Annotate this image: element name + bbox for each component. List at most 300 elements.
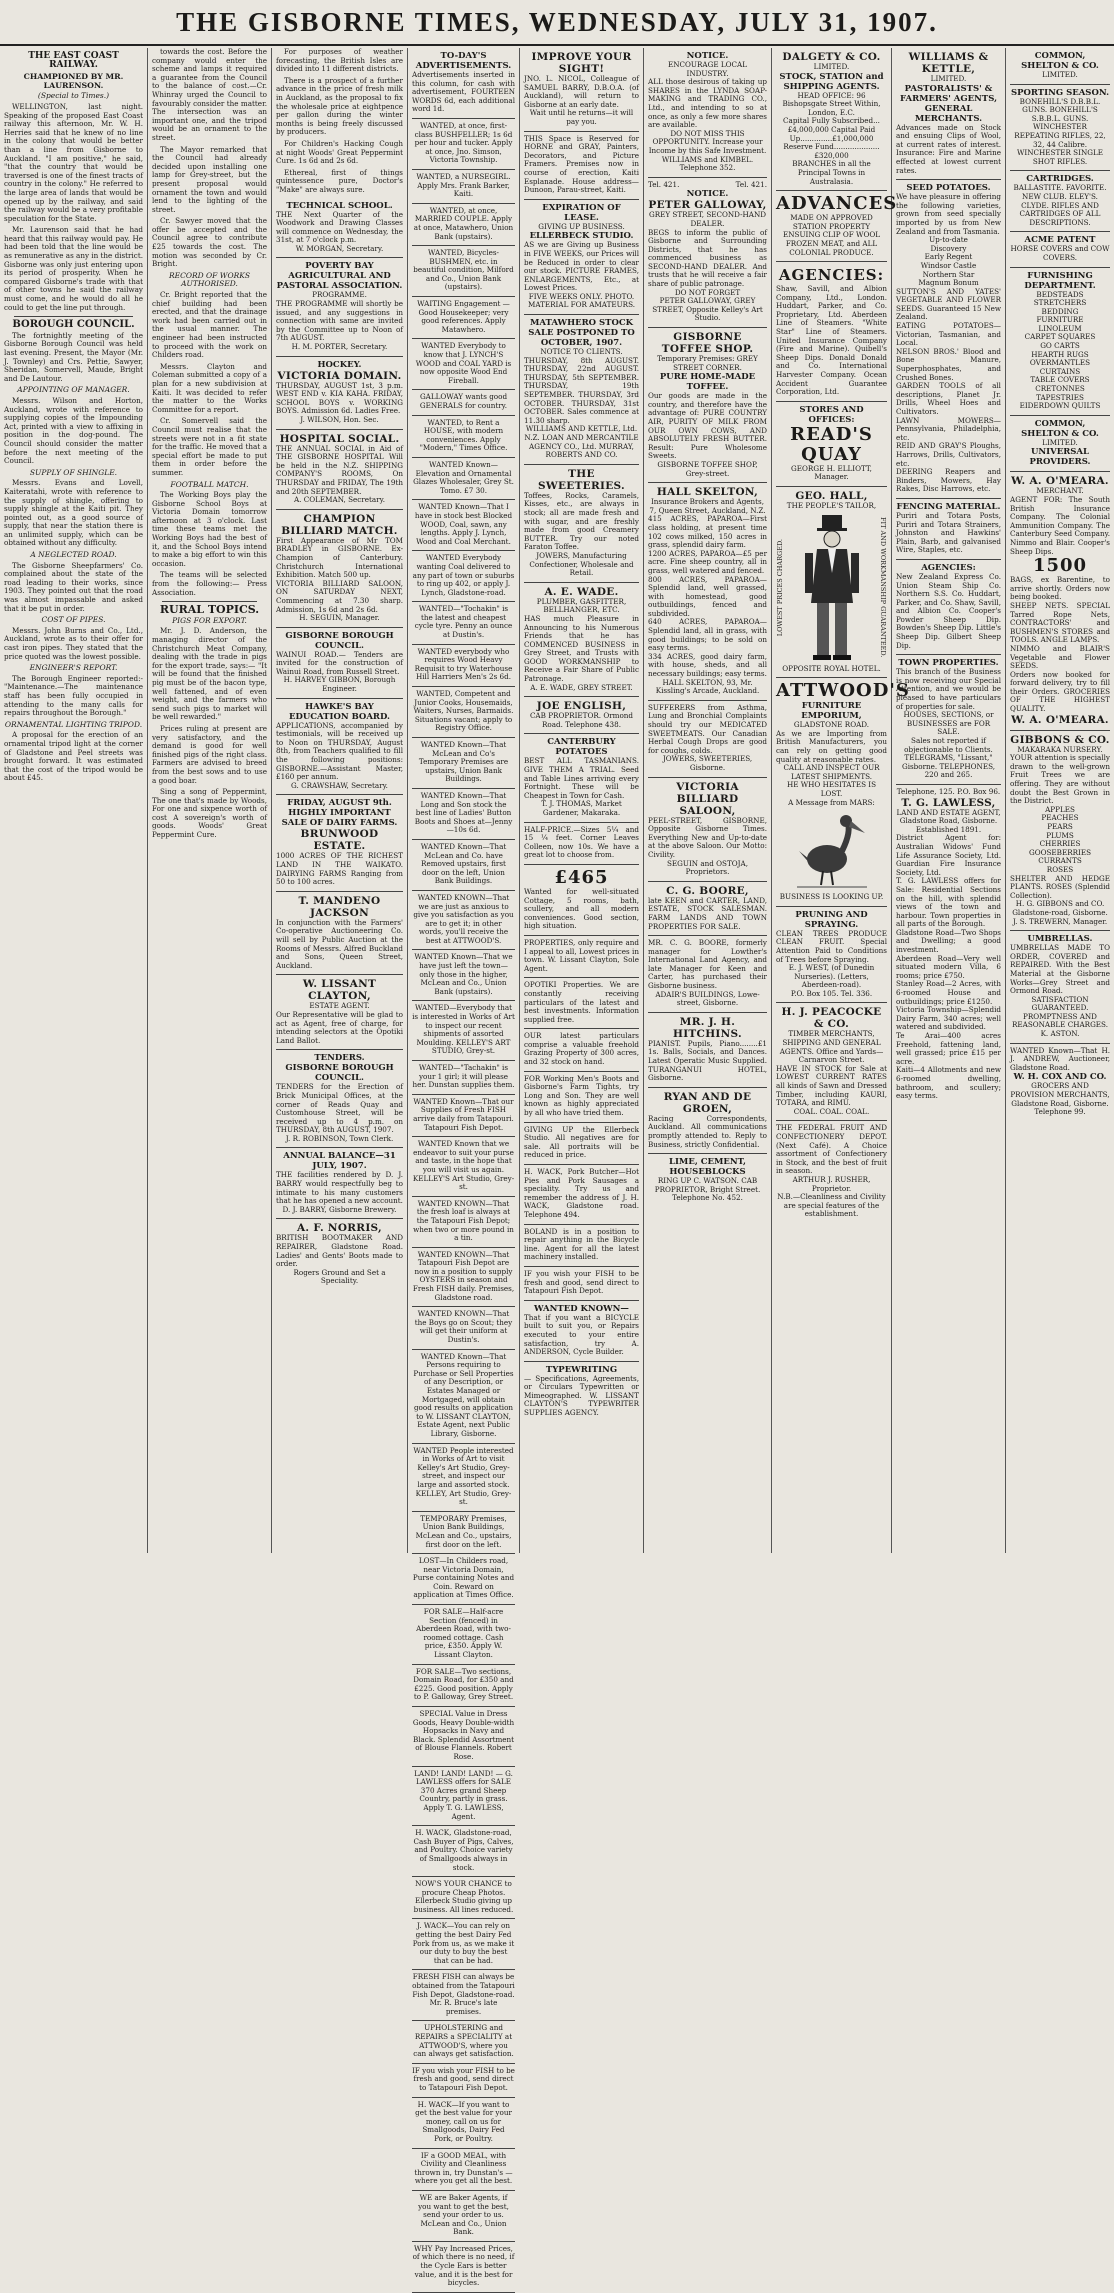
ad-subheading: LIMITED.	[1042, 70, 1078, 79]
ad-body: SHELTER AND HEDGE PLANTS. ROSES (Splendid Collection).	[1010, 873, 1110, 900]
ad-body: EATING POTATOES—Victorian, Tasmanian, and Local.	[896, 321, 1001, 348]
ad-annual-balance	[276, 1148, 403, 1219]
classified-ad: WHY Pay Increased Prices, of which there is no need, if the Cycle Ears is better value, and it is the best for bicycles.	[412, 2242, 515, 2293]
ad-heading: FENCING MATERIAL.	[896, 501, 1001, 512]
ad-body: MR. C. G. BOORE, formerly manager for Lowther's International Land Agency, and late Manager for Keen and Carter, has purchased their Gisborne business.	[648, 938, 767, 991]
article-paragraph: Mr. Laurenson said that he had heard that this railway would pay. He had been told that the line would be as remunerative as any in the district. Gisborne was only just entering upon its period of prosperity. When he compared Gisborne's trade with that of other towns he said the railway must come, and he would do all he could to get the line put through.	[4, 225, 143, 312]
ad-body: BUSINESS IS LOOKING UP.	[779, 892, 884, 902]
ad-bicycle	[524, 1301, 639, 1362]
ad-signature: ARTHUR J. RUSHER, Proprietor.	[792, 1174, 871, 1193]
ad-town-properties	[896, 655, 1001, 785]
ad-joe-english	[524, 697, 639, 734]
ad-subheading: THE PEOPLE'S TAILOR,	[786, 501, 877, 510]
ad-half-price	[524, 823, 639, 865]
ad-subheading: LAND AND ESTATE AGENT, Gladstone Road, Gisborne. Established 1891.	[896, 807, 1001, 834]
ad-signature: J. WILSON, Hon. Sec.	[300, 415, 379, 424]
ad-heading: ADVANCES	[776, 193, 898, 215]
ad-signature: WILLIAMS and KIMBEL. Telephone 352.	[661, 154, 754, 173]
ad-heading: W. A. O'MEARA.	[1011, 475, 1109, 488]
list-item: CURTAINS	[1039, 366, 1081, 376]
ad-body: Capital Fully Subscribed...£4,000,000 Capital Paid Up..............£1,000,000 Reserve Fund....................£320,000	[783, 116, 880, 160]
ad-heading: COMMON, SHELTON & CO.	[1021, 51, 1099, 71]
ad-seed-potatoes	[896, 180, 1001, 499]
news-item: For Children's Hacking Cough at night Woods' Great Peppermint Cure. 1s 6d and 2s 6d.	[276, 138, 403, 166]
ad-agencies	[776, 262, 887, 402]
ad-signature: JOWERS, SWEETERIES, Gisborne.	[662, 754, 753, 772]
list-item: Up-to-date	[929, 235, 968, 245]
ad-fish	[524, 1267, 639, 1301]
classifieds-list	[412, 119, 515, 2293]
ad-signature: PETER GALLOWAY, GREY STREET, Opposite Kelley's Art Studio.	[652, 296, 763, 323]
ad-hitchins	[648, 1013, 767, 1088]
ad-heading: GIBBONS & CO.	[1010, 733, 1110, 746]
ad-signature: E. J. WEST, (of Dunedin Nurseries). (Letters, Aberdeen-road).	[788, 963, 875, 990]
ad-common-shelton	[1010, 48, 1110, 85]
ad-signature: W. MORGAN, Secretary.	[295, 243, 384, 253]
ad-heading: ANNUAL BALANCE—31 JULY, 1907.	[283, 1151, 396, 1172]
ad-acme-patent	[1010, 232, 1110, 267]
ad-heading: ELLERBECK STUDIO.	[529, 231, 634, 242]
list-item: Magnum Bonum	[918, 278, 979, 288]
ad-heading: STOCK, STATION and SHIPPING AGENTS.	[779, 71, 884, 92]
classified-ad: WANTED, a NURSEGIRL. Apply Mrs. Frank Barker, Kaiti.	[412, 170, 515, 204]
ad-mandeno-jackson	[276, 892, 403, 976]
classified-ad: WANTED, Competent and Junior Cooks, Housemaids, Waiters, Nurses, Barmaids. Situations vacant; apply to Registry Office.	[412, 687, 515, 738]
ad-heading: COMMON, SHELTON & CO.	[1021, 418, 1099, 439]
ad-heading: SEED POTATOES.	[906, 183, 991, 194]
ad-subheading: ESTATE AGENT.	[309, 1001, 370, 1011]
pelican-bird-icon	[797, 811, 867, 889]
classified-ad: WANTED KNOWN—That the fresh loaf is always at the Tatapouri Fish Depot; when two or more pound in a tin.	[412, 1197, 515, 1248]
ad-subheading: LIMITED.	[1042, 437, 1078, 447]
ad-heading: GISBORNE BOROUGH COUNCIL.	[285, 630, 394, 651]
ad-body: SUTTON'S AND YATES' VEGETABLE AND FLOWER SEEDS. Guaranteed 15 New Zealand.	[896, 286, 1001, 322]
ad-body: FOR Working Men's Boots and Gisborne's Farm Tights, try Long and Son. They are well known as highly appreciated by all who have tried them.	[524, 1073, 639, 1118]
ad-body: CALL AND INSPECT OUR LATEST SHIPMENTS.	[783, 763, 880, 781]
article-paragraph: The fortnightly meeting of the Gisborne Borough Council was held last evening. Present, the Mayor (Mr. J. Townley) and Crs. Pettie, Sawyer, Sheridan, Somervell, Maude, Bright and De Lautour.	[4, 330, 143, 383]
classified-ad: WANTED KNOWN—That the Boys go on Scout; they will get their uniform at Dustin's.	[412, 1307, 515, 1349]
headline-rural-topics: RURAL TOPICS.	[159, 603, 260, 617]
ad-heading: WANTED KNOWN—	[534, 1303, 629, 1314]
subhead: PIGS FOR EXPORT.	[172, 615, 247, 625]
ad-signature: J. R. ROBINSON, Town Clerk.	[285, 1133, 394, 1143]
ad-furnishing	[1010, 268, 1110, 416]
classified-ad: J. WACK—You can rely on getting the best Dairy Fed Pork from us, as we make it our duty to buy the best that can be had.	[412, 1919, 515, 1970]
list-item: Windsor Castle	[920, 260, 977, 270]
classified-ad: FOR SALE—Half-acre Section (fenced) in Aberdeen Road, with two-roomed cottage. Cash price, £350. Apply W. Lissant Clayton.	[412, 1605, 515, 1665]
classified-ad: IF you wish your FISH to be fresh and good, send direct to Tatapouri Fish Depot.	[412, 2064, 515, 2098]
ad-body: This branch of the Business is now receiving our Special Attention, and we would be pleased to have particulars of properties for sale.	[896, 667, 1001, 711]
ad-heading: TENDERS.	[314, 1053, 365, 1064]
ad-signature: WILLIAMS AND KETTLE, Ltd. N.Z. LOAN AND MERCANTILE AGENCY CO., Ltd. MURRAY, ROBERTS AND CO.	[524, 424, 639, 460]
ad-quantity: 1500	[1032, 555, 1088, 577]
classified-ad: WE are Baker Agents, if you want to get the best, send your order to us. McLean and Co., Union Bank.	[412, 2191, 515, 2242]
ad-body: BEGS to inform the public of Gisborne and Surrounding Districts, that he has commenced business as SECOND-HAND DEALER. And trusts that he will receive a fair share of public patronage.	[648, 227, 767, 289]
article-paragraph: Sing a song of Peppermint, The one that's made by Woods, For one and sixpence worth of cost A sovereign's worth of goods. Woods' Great Peppermint Cure.	[152, 787, 267, 840]
ad-body: SATISFACTION GUARANTEED. PROMPTNESS AND REASONABLE CHARGES.	[1011, 994, 1109, 1030]
ad-heading: SPORTING SEASON.	[1010, 87, 1110, 98]
ad-heading: HALL SKELTON,	[656, 486, 759, 499]
news-item: There is a prospect of a further advance in the price of fresh milk in Auckland, as the proposal to fix the wholesale price at eightpence per gallon during the winter months is being freely discussed by producers.	[276, 75, 403, 137]
property-listing: 640 ACRES, PAPAROA—Splendid land, all in grass, with good buildings; to be sold on easy terms.	[648, 617, 767, 653]
telephone-number: Telephone, 125. P.O. Box 96.	[896, 786, 1001, 796]
column-5	[520, 48, 644, 1553]
ad-body: GIVING UP the Ellerbeck Studio. All negatives are for sale. All portraits will be reduced in price.	[524, 1124, 639, 1160]
classified-ad: WANTED Known—That Persons requiring to Purchase or Sell Properties of any Description, or Estates Managed or Mortgaged, will obtain good results on application to W. LISSANT CLAYTON, Estate Agent, next Public Library, Gisborne.	[412, 1350, 515, 1444]
headline-borough-council: BOROUGH COUNCIL.	[12, 319, 135, 331]
ad-gibbons-nursery	[1010, 731, 1110, 931]
list-item: GOOSEBERRIES	[1028, 847, 1092, 857]
list-item: STRETCHERS	[1033, 298, 1087, 308]
classified-ad: WANTED Known—That McLean and Co's Temporary Premises are upstairs, Union Bank Buildings.	[412, 738, 515, 789]
article-paragraph: The Mayor remarked that the Council had already decided upon installing one lamp for Grey-street, but the present proposal would ornament the town and would lend to the lighting of the street.	[152, 144, 267, 214]
ad-body: HALF-PRICE.—Sizes 5¼ and 15 ¼ feet. Corner Leaves Colleen, now 10s. We have a great lot to choose from.	[524, 824, 639, 860]
property-listing: Te Arai—400 acres Freehold, fattening land, well grassed; price £15 per acre.	[896, 1031, 1001, 1066]
ad-body: HEAD OFFICE: 96 Bishopsgate Street Within, London, E.C.	[782, 90, 881, 117]
article-paragraph: Cr. Somervell said the Council must realise that the streets were not in a fit state for the traffic. He moved that a special effort be made to put them in order before the summer.	[152, 416, 267, 477]
article-paragraph: Cr. Bright reported that the chief building had been erected, and that the drainage work had been carried out in the usual manner. The engineer had been instructed to proceed with the work on Childers road.	[152, 290, 267, 360]
subhead: RECORD OF WORKS AUTHORISED.	[168, 270, 251, 289]
column-6	[644, 48, 772, 1553]
ad-hospital-social	[276, 430, 403, 510]
property-list	[896, 929, 1001, 1101]
ad-heading: TYPEWRITING	[545, 1364, 618, 1375]
subhead: FOOTBALL MATCH.	[170, 479, 249, 489]
divider	[14, 316, 133, 317]
list-item: Early Regent	[924, 252, 973, 262]
classified-ad: WANTED—"Tochakin" is the latest and cheapest cycle tyre. Penny an ounce at Dustin's.	[412, 602, 515, 644]
classified-ad: WANTED Everybody to know that J. LYNCH'S WOOD and COAL YARD is now opposite Wood End Fireball.	[412, 339, 515, 390]
ad-boots	[524, 1072, 639, 1123]
ad-signature: A. E. WADE, GREY STREET.	[530, 682, 633, 692]
ad-body: WAINUI ROAD.— Tenders are invited for the construction of Wainui Road, from Russell Street.	[276, 649, 403, 676]
list-item: HEARTH RUGS	[1031, 349, 1089, 359]
ad-subheading: TIMBER MERCHANTS, SHIPPING AND GENERAL AGENTS. Office and Yards—Carnarvon Street.	[779, 1029, 884, 1065]
ad-body: BRANCHES in all the Principal Towns in Australasia.	[792, 159, 871, 186]
masthead	[0, 0, 1114, 46]
ad-norris-bootmaker	[276, 1219, 403, 1290]
ad-asthma	[648, 701, 767, 778]
ad-hockey	[276, 357, 403, 430]
ad-attwoods	[776, 678, 910, 907]
ad-body: 1000 ACRES OF THE RICHEST LAND IN THE WAIKATO. DAIRYING FARMS Ranging from 50 to 100 acres.	[276, 851, 403, 887]
ad-peter-galloway	[648, 178, 767, 328]
ad-williams-kettle	[896, 48, 1001, 180]
ad-grazing	[524, 1029, 639, 1071]
ad-body: UMBRELLAS MADE TO ORDER, COVERED and REPAIRED. With the Best Material at the Gisborne Works—Grey Street and Ormond Road.	[1010, 943, 1110, 996]
list-item: LINOLEUM	[1038, 323, 1082, 333]
ad-heading: HAWKE'S BAY EDUCATION BOARD.	[288, 701, 391, 722]
ad-signature: K. ASTON.	[1040, 1029, 1080, 1039]
ad-subheading: NOTICE TO CLIENTS.	[540, 347, 623, 357]
ad-heading: JOE ENGLISH,	[536, 700, 627, 713]
ad-body: THURSDAY, AUGUST 1st, 3 p.m. WEST END v. KIA KAHA. FRIDAY, SCHOOL BOYS v. WORKING BOYS. Admission 6d. Ladies Free.	[276, 380, 403, 416]
classified-ad: H. WACK—If you want to get the best value for your money, call on us for Smallgoods, Dairy Fed Pork, or Poultry.	[412, 2098, 515, 2149]
classifieds-header	[412, 48, 515, 119]
ad-body: New Zealand Express Co. Union Steam Ship Co. Northern S.S. Co. Huddart, Parker, and Co. Shaw, Savill, and Albion Co. Cooper's Powder Sheep Dip. Bowden's Sheep Dip. Little's Sheep Dip. Gilbert Sheep Dip.	[896, 571, 1001, 650]
article-paragraph: towards the cost. Before the company would enter the scheme and lamps it required a guarantee from the Council to the balance of cost.—Cr. Whinray urged the Council to favourably consider the matter. The intersection was an important one, and the tripod would be an ornament to the street.	[152, 47, 267, 142]
nursery-list	[1010, 806, 1110, 875]
ad-heading: AGENCIES:	[921, 562, 976, 573]
subhead: ENGINEER'S REPORT.	[29, 663, 118, 673]
ad-heading: UMBRELLAS.	[1027, 934, 1093, 945]
classified-ad: LAND! LAND! LAND! — G. LAWLESS offers for SALE 370 Acres grand Sheep Country, partly in grass. Apply T. G. LAWLESS, Agent.	[412, 1767, 515, 1827]
classified-ad: WANTED, Bicycles-BUSHMEN, etc. in beautiful condition, Milford and Co., Union Bank (upstairs).	[412, 246, 515, 297]
ad-body: OUR latest particulars comprise a valuable freehold Grazing Property of 300 acres, and 32 stock on hand.	[524, 1031, 639, 1067]
list-item: BEDDING	[1041, 306, 1079, 316]
ad-borough-council	[276, 628, 403, 699]
ad-heading: HIGHLY IMPORTANT SALE OF DAIRY FARMS.	[281, 808, 398, 829]
list-item: Discovery	[930, 243, 967, 253]
newspaper-title: THE GISBORNE TIMES, WEDNESDAY, JULY 31, 1907.	[176, 7, 938, 37]
ad-body: GROCERS AND PROVISION MERCHANTS, Gladstone Road, Gisborne.	[1010, 1081, 1110, 1108]
ad-signature: HALL SKELTON, 93, Mr. Kissling's Arcade, Auckland.	[655, 677, 760, 696]
subhead: ORNAMENTAL LIGHTING TRIPOD.	[4, 719, 143, 729]
ad-signature: H. M. PORTER, Secretary.	[291, 342, 388, 352]
ad-body: THE facilities rendered by D. J. BARRY would respectfully beg to intimate to his many customers that he has opened a new account.	[276, 1170, 403, 1206]
list-item: PLUMS	[1046, 830, 1074, 840]
ad-heading: CHAMPION BILLIARD MATCH.	[281, 512, 398, 537]
ad-subheading: MAKARAKA NURSERY.	[1017, 744, 1103, 754]
ad-body: Toffees, Rocks, Caramels, Kisses, etc., are always in stock; all are made fresh and with sugar, and are freshly made from good Creamery BUTTER. Try our noted Faraton Toffee.	[524, 490, 639, 552]
ad-dalgety	[776, 48, 887, 191]
ad-signature: T. J. THOMAS, Market Gardener, Makaraka.	[541, 799, 622, 817]
property-listing: Victoria Township—Splendid Dairy Farm, 340 acres; well watered and subdivided.	[896, 1005, 1001, 1032]
ad-signature: TELEGRAMS, "Lissant," Gisborne. TELEPHONES, 220 and 265.	[901, 753, 996, 780]
article-paragraph: The Gisborne Sheepfarmers' Co. complained about the state of the road leading to their works, since 1903. They pointed out that the road was almost impassable and asked that it be put in order.	[4, 560, 143, 613]
ad-heading: W. H. COX AND CO.	[1013, 1072, 1107, 1083]
ad-reads-quay	[776, 402, 887, 487]
ad-typewriting	[524, 1362, 639, 1422]
classified-ad: FRESH FISH can always be obtained from the Tatapouri Fish Depot, Gladstone-road. Mr. R. Bruce's late premises.	[412, 1970, 515, 2021]
ad-body: DEERING Reapers and Binders, Mowers, Hay Rakes, Disc Harrows, etc.	[896, 467, 1001, 494]
ad-billiard-match	[276, 510, 403, 628]
list-item: PEARS	[1047, 822, 1073, 831]
furnishing-list	[1010, 291, 1110, 411]
ad-body: THURSDAY, 8th AUGUST. THURSDAY, 22nd AUGUST. THURSDAY, 5th SEPTEMBER. THURSDAY, 19th SEPTEMBER. THURSDAY, 3rd OCTOBER. THURSDAY, 31st OCTOBER. Sales commence at 11.30 sharp.	[524, 355, 639, 425]
ad-heading: FRIDAY, AUGUST 9th.	[287, 798, 392, 809]
ad-body: In conjunction with the Farmers' Co-operative Auctioneering Co. will sell by Public Auction at the Rooms of Messrs. Alfred Buckland and Sons, Queen Street, Auckland.	[276, 917, 403, 970]
ad-body: HORSE COVERS and COW COVERS.	[1010, 244, 1110, 262]
ad-opotiki	[524, 978, 639, 1029]
headline-railway: THE EAST COAST RAILWAY.	[28, 51, 119, 70]
ad-body: THE Next Quarter of the Woodwork and Drawing Classes will commence on Wednesday, the 31st, at 7 o'clock p.m.	[276, 209, 403, 245]
ad-signature: GEORGE H. ELLIOTT, Manager.	[791, 463, 872, 482]
ad-body: We have pleasure in offering the following varieties, grown from seed specially imported by us from New Zealand and from Tasmania.	[896, 192, 1001, 236]
ad-body: BOLAND is in a position to repair anything in the Bicycle line. Agent for all the latest machinery installed.	[524, 1226, 639, 1262]
ad-subheading: PROGRAMME.	[312, 290, 367, 300]
list-item: TAPESTRIES	[1036, 392, 1084, 402]
ad-cartridges	[1010, 171, 1110, 232]
ad-body: SUFFERERS from Asthma, Lung and Bronchial Complaints should try our MEDICATED SWEETMEATS. Our Canadian Herbal Cough Drops are good for coughs, colds.	[648, 702, 767, 755]
ad-subheading: Insurance Brokers and Agents, 7, Queen Street, Auckland, N.Z.	[649, 497, 766, 515]
ad-heading: A. E. WADE.	[544, 585, 619, 598]
ad-canterbury-potatoes	[524, 734, 639, 822]
ad-heading: AGENCIES:	[778, 266, 885, 285]
ad-body: Shaw, Savill, and Albion Company, Ltd., London. Huddart, Parker, and Co. Proprietary, Ltd. Aberdeen Line of Steamers. "White Star" Line of Steamers. United Insurance Company (Fire and Marine). Quibell's Sheep Dips. Donald Donald and Co. International Harvester Company. Ocean Accident Guarantee Corporation, Ltd.	[776, 284, 887, 397]
tailor-figure-icon	[797, 513, 867, 663]
ad-body: H. WACK, Pork Butcher—Hot Pies and Pork Sausages a speciality. Try us and remember the address of J. H. WACK, Gladstone road. Telephone 494.	[524, 1167, 639, 1219]
ad-heading: HOSPITAL SOCIAL.	[279, 432, 400, 445]
subhead: APPOINTING OF MANAGER.	[17, 385, 130, 395]
list-item: CHERRIES	[1039, 839, 1081, 849]
ad-heading: ACME PATENT	[1024, 235, 1096, 246]
ad-body: YOUR attention is specially drawn to the well-grown Fruit Trees we are offering. They are without doubt the Best Grown in the District.	[1010, 753, 1110, 806]
list-item: CARPET SQUARES	[1024, 332, 1096, 342]
ad-body: T. G. LAWLESS offers for Sale: Residential Sections on the hill, with splendid views of the town and harbour. Town properties in all parts of the Borough.	[896, 876, 1001, 929]
article-paragraph: Messrs. Wilson and Horton, Auckland, wrote with reference to supplying copies of the Impounding Act, printed with a view to affixing in position in the dog-pound. The Council should consider the matter before the next meeting of the Council.	[4, 395, 143, 466]
list-item: Northern Star	[922, 269, 975, 279]
article-paragraph: The Working Boys play the Gisborne School Boys at Victoria Domain tomorrow afternoon at 3 o'clock. Last time these teams met the Working Boys had the best of it, and the School Boys intend to make a big effort to win this occasion.	[152, 490, 267, 568]
ad-body: SHEEP NETS. SPECIAL Tarred Rope Nets, CONTRACTORS' and BUSHMEN'S STORES and TOOLS. ANGLE LAMPS.	[1010, 600, 1110, 645]
ad-body: APPLICATIONS, accompanied by testimonials, will be received up to Noon on THURSDAY, August 8th, from Teachers qualified to fill the following positions: GISBORNE.—Assistant Master, £160 per annum.	[276, 720, 403, 782]
ad-heading: CANTERBURY POTATOES	[547, 737, 616, 758]
ad-body: A Message from MARS:	[788, 797, 875, 807]
property-listing: 1200 ACRES, PAPAROA—£5 per acre. Fine sheep country, all in grass, well watered and fenced.	[648, 548, 767, 575]
list-item: GO CARTS	[1040, 341, 1080, 351]
ad-geo-hall-tailor	[776, 487, 887, 678]
ad-body: Advertisements inserted in this column, for cash with advertisement, FOURTEEN WORDS 6d, each additional word 1d.	[412, 70, 515, 114]
telephone-number: P.O. Box 105. Tel. 336.	[790, 988, 873, 998]
ad-heading: UNIVERSAL PROVIDERS.	[1029, 447, 1091, 468]
column-3	[272, 48, 408, 1553]
ad-body: Puriri and Totara Posts, Puriri and Totara Strainers, Johnston and Hawkins' Plain, Barb, and galvanised Wire, Staples, etc.	[896, 510, 1001, 555]
ad-heading: FURNITURE EMPORIUM,	[801, 701, 862, 722]
ad-boore	[648, 882, 767, 936]
ad-body: late KEEN and CARTER, LAND, ESTATE, STOCK SALESMAN. FARM LANDS AND TOWN PROPERTIES FOR SALE.	[648, 895, 767, 931]
ad-fencing-material	[896, 499, 1001, 560]
classified-ad: WANTED Known that we endeavor to suit your purse and taste, in the hope that you will visit us again. KELLEY'S Art Studio, Grey-st.	[412, 1137, 515, 1197]
ad-heading: HOCKEY.	[317, 359, 362, 370]
property-listing: 415 ACRES, PAPAROA—First class holding, at present time 102 cows milked, 150 acres in grass, splendid dairy farm.	[648, 514, 767, 550]
ad-body: RING UP C. WATSON. CAB PROPRIETOR, Bright Street. Telephone No. 452.	[654, 1176, 761, 1203]
ad-subheading: LIMITED.	[930, 74, 967, 83]
ad-body: Advances made on Stock and ensuing Clips of Wool, at current rates of interest. Insurance: Fire and Marine effected at lowest current rates.	[896, 122, 1001, 175]
ad-body: PROPERTIES, only require and I appeal to all, Lowest prices in town. W. Lissant Clayton, Sole Agent.	[524, 937, 639, 973]
classified-ad: WAITING Engagement — Good Housekeeper; very good references. Apply Matawhero.	[412, 297, 515, 339]
ad-heading: TO-DAY'S ADVERTISEMENTS.	[415, 51, 512, 71]
list-item: OVERMANTLES	[1029, 358, 1091, 368]
ad-body: MADE ON APPROVED STATION PROPERTY ENSUING CLIP OF WOOL FROZEN MEAT, and ALL COLONIAL PRODUCE.	[782, 213, 880, 257]
ad-watson-cab	[648, 1154, 767, 1207]
classified-ad: SPECIAL Value in Dress Goods, Heavy Double-width Hopsacks in Navy and Black. Splendid Assortment of Blouse Flannels. Robert Rose.	[412, 1707, 515, 1767]
ad-body: That if you want a BICYCLE built to suit you, or Repairs executed to your entire satisfaction, try A. ANDERSON, Cycle Builder.	[524, 1312, 639, 1357]
ad-body: BALLASTITE. FAVORITE. NEW CLUB. ELEY'S. CLYDE. RIFLES AND CARTRIDGES OF ALL DESCRIPTIONS.	[1013, 183, 1107, 227]
ad-signature: GISBORNE TOFFEE SHOP, Grey-street.	[657, 459, 758, 478]
news-item: Ethereal, first of things quintessence pure, Doctor's "Make" are always sure.	[276, 167, 403, 194]
classified-ad: LOST—In Childers road, near Victoria Domain, Purse containing Notes and Coin. Reward on application at Times Office.	[412, 1554, 515, 1605]
article-paragraph: Prices ruling at present are very satisfactory, and the demand is good for well finished pigs of the right class. Farmers are advised to breed from the best sows and to use a good boar.	[152, 723, 267, 785]
ad-signature: D. J. BARRY, Gisborne Brewery.	[282, 1204, 397, 1214]
ad-body: THE ANNUAL SOCIAL in Aid of THE GISBORNE HOSPITAL Will be held in the N.Z. SHIPPING COMPANY'S ROOMS, On THURSDAY and FRIDAY, The 19th and 20th SEPTEMBER.	[276, 443, 403, 496]
ad-heading: GENERAL MERCHANTS.	[914, 103, 983, 124]
ad-subheading: MERCHANT.	[1036, 486, 1084, 496]
ad-boore-notice	[648, 936, 767, 1013]
classified-ad: WANTED People interested in Works of Art to visit Kelley's Art Studio, Grey-street, and inspect our large and assorted stock. KELLEY, Art Studio, Grey-st.	[412, 1444, 515, 1512]
ad-body: THIS Space is Reserved for HORNE and GRAY, Painters, Decorators, and Picture Framers. Premises now in course of erection, Kaiti Esplanade. House address—Dunoon, Parau-street, Kaiti.	[524, 133, 639, 195]
potato-list	[896, 236, 1001, 288]
ad-heading: MR. J. H. HITCHINS.	[673, 1015, 742, 1040]
ad-subheading: GREY STREET, SECOND-HAND DEALER.	[648, 210, 767, 228]
column-7	[772, 48, 910, 1553]
ad-body: First Appearance of Mr TOM BRADLEY in GISBORNE. Ex-Champion of Canterbury. Christchurch International Exhibition. Match 500 up.	[276, 535, 403, 580]
telephone-number: Tel. 421.	[648, 179, 680, 189]
column-9	[1006, 48, 1114, 1553]
ad-body: N.B.—Cleanliness and Civility are special features of the establishment.	[777, 1192, 886, 1219]
ad-heading: VICTORIA BILLIARD SALOON,	[676, 780, 739, 817]
ad-signature: H. HARVEY GIBBON, Borough Engineer.	[283, 675, 396, 694]
ad-body: TENDERS for the Erection of Brick Municipal Offices, at the corner of Reads Quay and Customhouse Street, will be received up to 4 p.m. on THURSDAY, 8th AUGUST, 1907.	[276, 1082, 403, 1135]
classified-ad: WANTED Known—That I have in stock best Blocked WOOD, Coal, sawn, any lengths. Apply J. Lynch, Wood and Coal Merchant.	[412, 500, 515, 551]
classified-ad: NOW'S YOUR CHANCE to procure Cheap Photos. Ellerbeck Studio giving up business. All lines reduced.	[412, 1877, 515, 1919]
ad-sweeteries	[524, 465, 639, 583]
ad-advances	[776, 191, 898, 262]
classified-ad: FOR SALE—Two sections, Domain Road, for £350 and £225. Good position. Apply to P. Galloway, Grey Street.	[412, 1665, 515, 1707]
ad-signature: Rogers Ground and Set a Speciality.	[293, 1267, 386, 1286]
ad-heading: EXPIRATION OF LEASE.	[542, 202, 621, 223]
ad-body: HAVE IN STOCK for Sale at LOWEST CURRENT RATES all kinds of Sawn and Dressed Timber, including KAURI, TOTARA, and RIMU.	[776, 1063, 887, 1108]
ad-body: FIVE WEEKS ONLY. PHOTO. MATERIAL FOR AMATEURS.	[527, 291, 636, 310]
ad-body: JNO. L. NICOL, Colleague of SAMUEL BARRY, D.B.O.A. (of Auckland), will return to Gisborne at an early date.	[524, 74, 639, 109]
ad-heading: THE SWEETERIES.	[537, 467, 625, 492]
subhead: SUPPLY OF SHINGLE.	[29, 467, 118, 477]
ad-heading: READ'S QUAY	[790, 423, 873, 465]
ad-body: CAB PROPRIETOR. Ormond Road. Telephone 438.	[529, 711, 634, 729]
ad-body: DO NOT FORGET	[674, 287, 741, 297]
ad-subheading: LIMITED.	[813, 62, 850, 71]
column-8	[892, 48, 1006, 1553]
ad-technical-school	[276, 198, 403, 259]
ad-heading: FURNISHING DEPARTMENT.	[1024, 270, 1096, 291]
ad-ellerbeck	[524, 1123, 639, 1165]
ad-heading: WILLIAMS & KETTLE,	[908, 51, 989, 75]
ad-body: OPOTIKI Properties. We are constantly receiving particulars of the latest and best investments. Information supplied free.	[524, 980, 639, 1024]
ad-body: OPPOSITE ROYAL HOTEL.	[782, 663, 881, 673]
ad-subheading: Temporary Premises: GREY STREET CORNER.	[657, 354, 758, 372]
column-2	[148, 48, 272, 1553]
news-item: For purposes of weather forecasting, the British Isles are divided into 11 different districts.	[276, 47, 403, 74]
property-listing: 334 ACRES, good dairy farm, with house, sheds, and all necessary buildings; easy terms.	[648, 651, 767, 679]
telephone-number: Tel. 421.	[735, 179, 767, 189]
ad-toffee-shop	[648, 328, 767, 483]
ad-heading: STORES AND OFFICES:	[799, 404, 864, 425]
ad-heading: GEO. HALL,	[795, 490, 868, 502]
ad-side-text: LOWEST PRICES CHARGED.	[776, 538, 784, 637]
ad-body: District Agent for: Australian Widows' Fund Life Assurance Society, Ltd. Guardian Fire Insurance Society, Ltd.	[896, 833, 1001, 877]
list-item: EIDERDOWN QUILTS	[1019, 401, 1101, 411]
article-paragraph: Messrs. Clayton and Coleman submitted a copy of a plan for a new subdivision at Kaiti. It was decided to refer the matter to the Works Committee for a report.	[152, 361, 267, 414]
ad-side-text: FIT AND WORKMANSHIP GUARANTEED.	[879, 517, 887, 658]
ad-heading: A. F. NORRIS,	[296, 1222, 383, 1235]
ad-body: Sales not reported if objectionable to Clients.	[904, 736, 993, 754]
ad-heading: VICTORIA DOMAIN.	[277, 369, 402, 382]
ad-subheading: ENCOURAGE LOCAL INDUSTRY.	[668, 60, 747, 78]
ad-body: PIANIST. Pupils, Piano........£1 1s. Balls, Socials, and Dances. Latest Operatic Music Supplied. TURANGANUI HOTEL, Gisborne.	[648, 1038, 767, 1083]
classified-ad: WANTED KNOWN—That we are just as anxious to give you satisfaction as you are to get it; in other words, you'll receive the best at ATTWOOD'S.	[412, 891, 515, 951]
ad-subheading: PLUMBER, GASFITTER, BELLHANGER, ETC.	[536, 596, 627, 615]
property-listing: 800 ACRES, PAPAROA—Splendid land, well grassed, with homestead, good outbuildings, fenced and subdivided.	[648, 574, 767, 618]
ad-education-board	[276, 699, 403, 796]
ad-body: HAS much Pleasure in Announcing to his Numerous Friends that he has COMMENCED BUSINESS in Grey Street, and Trusts with GOOD WORKMANSHIP to Receive a Fair Share of Public Patronage.	[524, 613, 639, 684]
ad-heading: W. LISSANT CLAYTON,	[302, 978, 377, 1003]
ad-matawhero-stock-sale	[524, 315, 639, 465]
ad-body: IF you wish your FISH to be fresh and good, send direct to Tatapouri Fish Depot.	[524, 1268, 639, 1296]
ad-pruning-spraying	[776, 907, 887, 1004]
property-list	[648, 515, 767, 678]
ad-heading: TOWN PROPERTIES.	[898, 658, 999, 669]
ad-body: BAGS, ex Barentine, to arrive shortly. Orders now being booked.	[1010, 575, 1110, 602]
ad-body: HOUSES, SECTIONS, or BUSINESSES are FOR SALE.	[903, 710, 994, 737]
